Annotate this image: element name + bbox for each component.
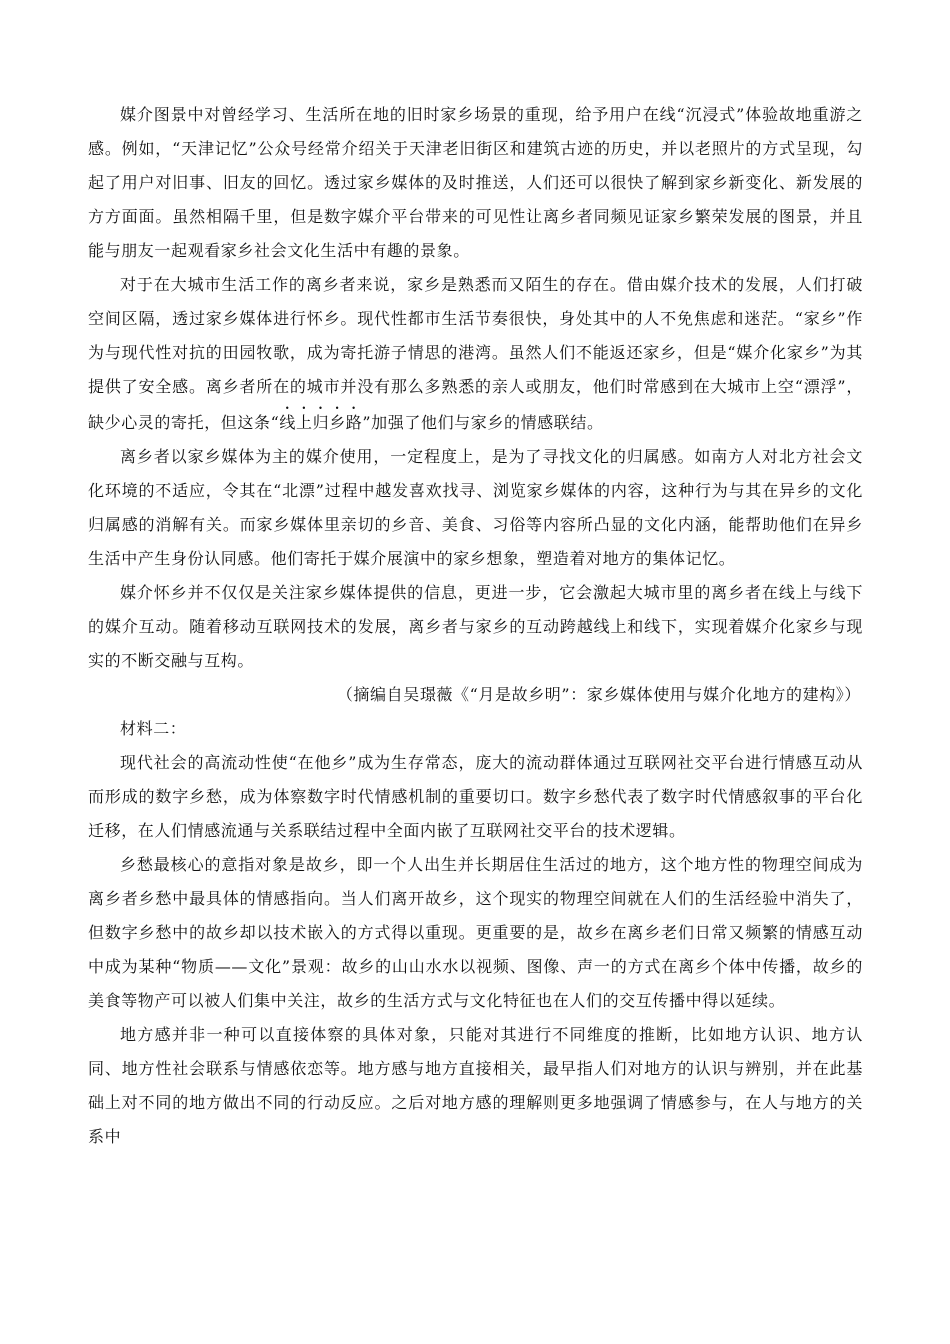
paragraph-2-text-before: 对于在大城市生活工作的离乡者来说，家乡是熟悉而又陌生的存在。借由媒介技术的发展，人们打破空间区隔，透过家乡媒体进行怀乡。现代性都市生活节奏很快，身处其中的人不免焦虑和迷茫。“家乡”作为与现代性对抗的田园牧歌，成为寄托游子情思的港湾。虽然人们不能返还家乡，但是“媒介化家乡”为其提供了安全感。离乡者所在的城市并没有那么多熟悉的亲人或朋友，他们时常感到在大城市上空“漂浮”，缺少心灵的寄托，但这条“ bbox=[88, 275, 863, 432]
material1-paragraph-3: 离乡者以家乡媒体为主的媒介使用，一定程度上，是为了寻找文化的归属感。如南方人对北方社会文化环境的不适应，令其在“北漂”过程中越发喜欢找寻、浏览家乡媒体的内容，这种行为与其在异乡的文化归属感的消解有关。而家乡媒体里亲切的乡音、美食、习俗等内容所凸显的文化内涵，能帮助他们在异乡生活中产生身份认同感。他们寄托于媒介展演中的家乡想象，塑造着对地方的集体记忆。 bbox=[88, 447, 863, 568]
material1-paragraph-2 bbox=[88, 268, 863, 440]
material2-heading: 材料二： bbox=[120, 719, 187, 738]
material2-paragraph-3: 地方感并非一种可以直接体察的具体对象，只能对其进行不同维度的推断，比如地方认识、地方认同、地方性社会联系与情感依恋等。地方感与地方直接相关，最早指人们对地方的认识与辨别，并在此基础上对不同的地方做出不同的行动反应。之后对地方感的理解则更多地强调了情感参与，在人与地方的关系中 bbox=[88, 1025, 863, 1146]
paragraph-2-text-after: ”加强了他们与家乡的情感联结。 bbox=[362, 413, 604, 432]
document-page bbox=[88, 98, 863, 1154]
material2-paragraph-2: 乡愁最核心的意指对象是故乡，即一个人出生并长期居住生活过的地方，这个地方性的物理空间成为离乡者乡愁中最具体的情感指向。当人们离开故乡，这个现实的物理空间就在人们的生活经验中消失了，但数字乡愁中的故乡却以技术嵌入的方式得以重现。更重要的是，故乡在离乡老们日常又频繁的情感互动中成为某种“物质——文化”景观：故乡的山山水水以视频、图像、声一的方式在离乡个体中传播，故乡的美食等物产可以被人们集中关注，故乡的生活方式与文化特征也在人们的交互传播中得以延续。 bbox=[88, 855, 863, 1010]
material1-paragraph-4: 媒介怀乡并不仅仅是关注家乡媒体提供的信息，更进一步，它会激起大城市里的离乡者在线上与线下的媒介互动。随着移动互联网技术的发展，离乡者与家乡的互动跨越线上和线下，实现着媒介化家乡与现实的不断交融与互构。 bbox=[88, 583, 863, 670]
source-citation: （摘编自吴璟薇《“月是故乡明”：家乡媒体使用与媒介化地方的建构》） bbox=[336, 685, 861, 704]
emphasized-phrase: 线上归乡路 bbox=[279, 413, 363, 432]
material2-paragraph-1: 现代社会的高流动性使“在他乡”成为生存常态，庞大的流动群体通过互联网社交平台进行情感互动从而形成的数字乡愁，成为体察数字时代情感机制的重要切口。数字乡愁代表了数字时代情感叙事的平台化迁移，在人们情感流通与关系联结过程中全面内嵌了互联网社交平台的技术逻辑。 bbox=[88, 753, 863, 840]
material1-paragraph-1: 媒介图景中对曾经学习、生活所在地的旧时家乡场景的重现，给予用户在线“沉浸式”体验故地重游之感。例如，“天津记忆”公众号经常介绍关于天津老旧街区和建筑古迹的历史，并以老照片的方式呈现，勾起了用户对旧事、旧友的回忆。透过家乡媒体的及时推送，人们还可以很快了解到家乡新变化、新发展的方方面面。虽然相隔千里，但是数字媒介平台带来的可见性让离乡者同频见证家乡繁荣发展的图景，并且能与朋友一起观看家乡社会文化生活中有趣的景象。 bbox=[88, 105, 863, 260]
